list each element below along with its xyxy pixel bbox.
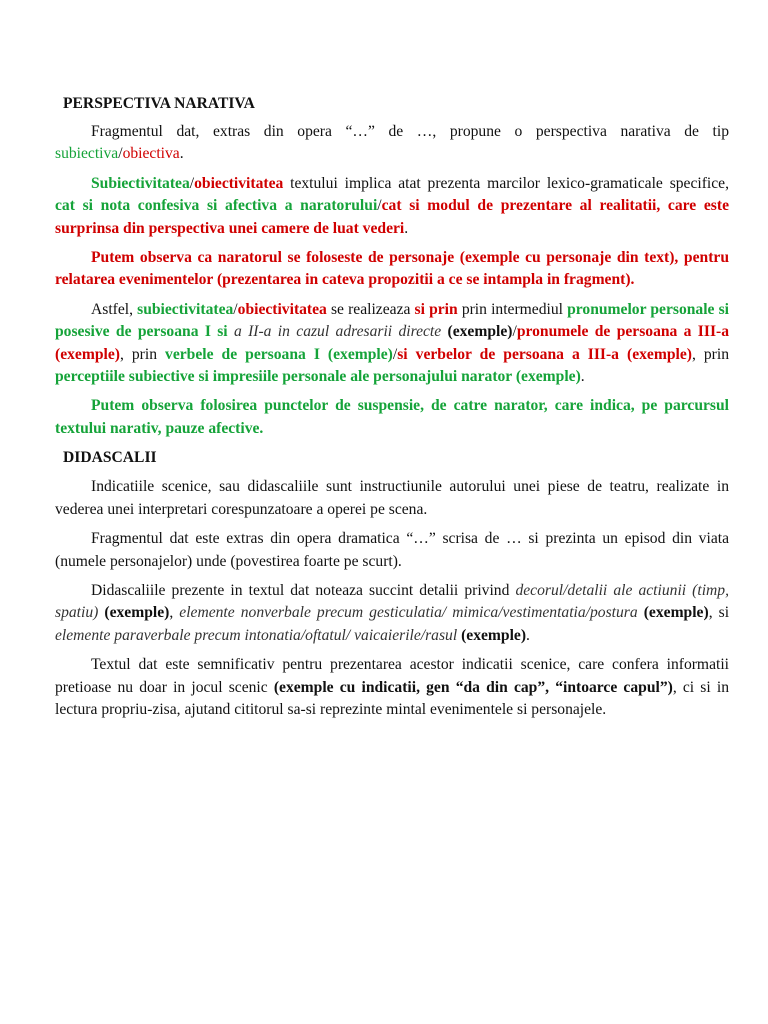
text-run: Didascaliile prezente in textul dat noteaza succint detalii privind xyxy=(91,581,516,599)
paragraph xyxy=(55,395,729,440)
text-run: / xyxy=(118,145,123,163)
text-run: / xyxy=(512,323,517,341)
text-run: verbele de persoana I (exemple) xyxy=(165,345,393,363)
text-run: textului implica atat prezenta marcilor lexico-gramaticale specifice, xyxy=(283,174,729,192)
text-run: subiectiva xyxy=(55,145,119,163)
document-content xyxy=(55,94,729,728)
text-run: elemente paraverbale precum intonatia/oftatul/ vaicaierile/rasul xyxy=(55,626,458,644)
text-run: / xyxy=(233,300,238,318)
text-run: obiectivitatea xyxy=(194,174,284,192)
text-run: . xyxy=(580,368,585,386)
section-body-didascalii xyxy=(55,476,729,721)
paragraph xyxy=(55,121,729,166)
paragraph xyxy=(55,580,729,647)
text-run: cat si nota confesiva si afectiva a naratorului xyxy=(55,197,378,215)
text-run: , prin xyxy=(691,345,729,363)
text-run: si verbelor de persoana a III-a (exemple) xyxy=(397,345,692,363)
text-run: pronumele de persoana a III-a (exemple) xyxy=(55,323,729,363)
text-run: subiectivitatea xyxy=(137,300,234,318)
text-run: si prin xyxy=(414,300,458,318)
text-run: (exemple) xyxy=(457,626,527,644)
text-run: , si xyxy=(708,604,730,622)
paragraph xyxy=(55,528,729,573)
section-heading-perspectiva: PERSPECTIVA NARATIVA xyxy=(63,95,255,112)
text-run: . xyxy=(526,626,530,644)
text-run: , prin xyxy=(119,345,166,363)
paragraph xyxy=(55,247,729,292)
text-run: / xyxy=(392,345,398,363)
paragraph xyxy=(55,173,729,240)
paragraph xyxy=(55,654,729,721)
text-run: decorul/detalii ale actiunii (timp, spatiu) xyxy=(55,581,729,622)
text-run: , xyxy=(169,604,180,622)
text-run: prin intermediul xyxy=(457,300,568,318)
text-run: perceptiile subiective si impresiile personale ale personajului narator (exemple) xyxy=(55,368,581,386)
text-run: (exemple) xyxy=(441,323,513,341)
text-run: obiectiva xyxy=(122,145,180,163)
text-run: se realizeaza xyxy=(326,300,415,318)
text-run: / xyxy=(377,197,382,215)
text-run: (exemple) xyxy=(637,604,709,622)
text-run: pronumelor personale si posesive de persoana I si xyxy=(55,300,729,341)
text-run: Fragmentul dat este extras din opera dramatica “…” scrisa de … si prezinta un episod din viata (numele personajelor) unde (povestirea foarte pe scurt). xyxy=(55,530,729,570)
text-run: Putem observa folosirea punctelor de suspensie, de catre narator, care indica, pe parcursul textului narativ, pauze afective. xyxy=(55,397,729,437)
text-run: (exemple cu indicatii, gen “da din cap”, “intoarce capul”) xyxy=(273,678,673,696)
text-run: , ci si in lectura propriu-zisa, ajutand cititorul sa-si reprezinte mintal evenimentele si personajele. xyxy=(55,678,729,718)
text-run: cat si modul de prezentare al realitatii, care este surprinsa din perspectiva unei camere de luat vederi xyxy=(55,197,729,237)
text-run: elemente nonverbale precum gesticulatia/ mimica/vestimentatia/postura xyxy=(179,604,638,622)
text-run: . xyxy=(179,145,184,163)
text-run: . xyxy=(404,219,409,237)
text-run: / xyxy=(189,174,195,192)
text-run: Textul dat este semnificativ pentru prezentarea acestor indicatii scenice, care confera informatii pretioase nu doar in jocul scenic xyxy=(55,656,729,696)
section-heading-didascalii: DIDASCALII xyxy=(63,449,157,467)
text-run: Indicatiile scenice, sau didascaliile sunt instructiunile autorului unei piese de teatru, realizate in vederea unei interpretari corespunzatoare a operei pe scena. xyxy=(55,478,729,518)
text-run: obiectivitatea xyxy=(237,300,327,318)
paragraph xyxy=(55,299,729,389)
text-run: Subiectivitatea xyxy=(91,174,190,192)
text-run: Fragmentul dat, extras din opera “…” de …, propune o perspectiva narativa de tip xyxy=(91,123,729,140)
text-run: Astfel, xyxy=(91,300,138,318)
text-run: a II-a in cazul adresarii directe xyxy=(233,323,442,341)
paragraph xyxy=(55,476,729,521)
text-run: (exemple) xyxy=(98,604,170,622)
text-run: Putem observa ca naratorul se foloseste de personaje (exemple cu personaje din text), pentru relatarea evenimentelor (prezentarea in cateva propozitii a ce se intampla in fragment). xyxy=(55,249,729,289)
section-body-perspectiva xyxy=(55,121,729,440)
